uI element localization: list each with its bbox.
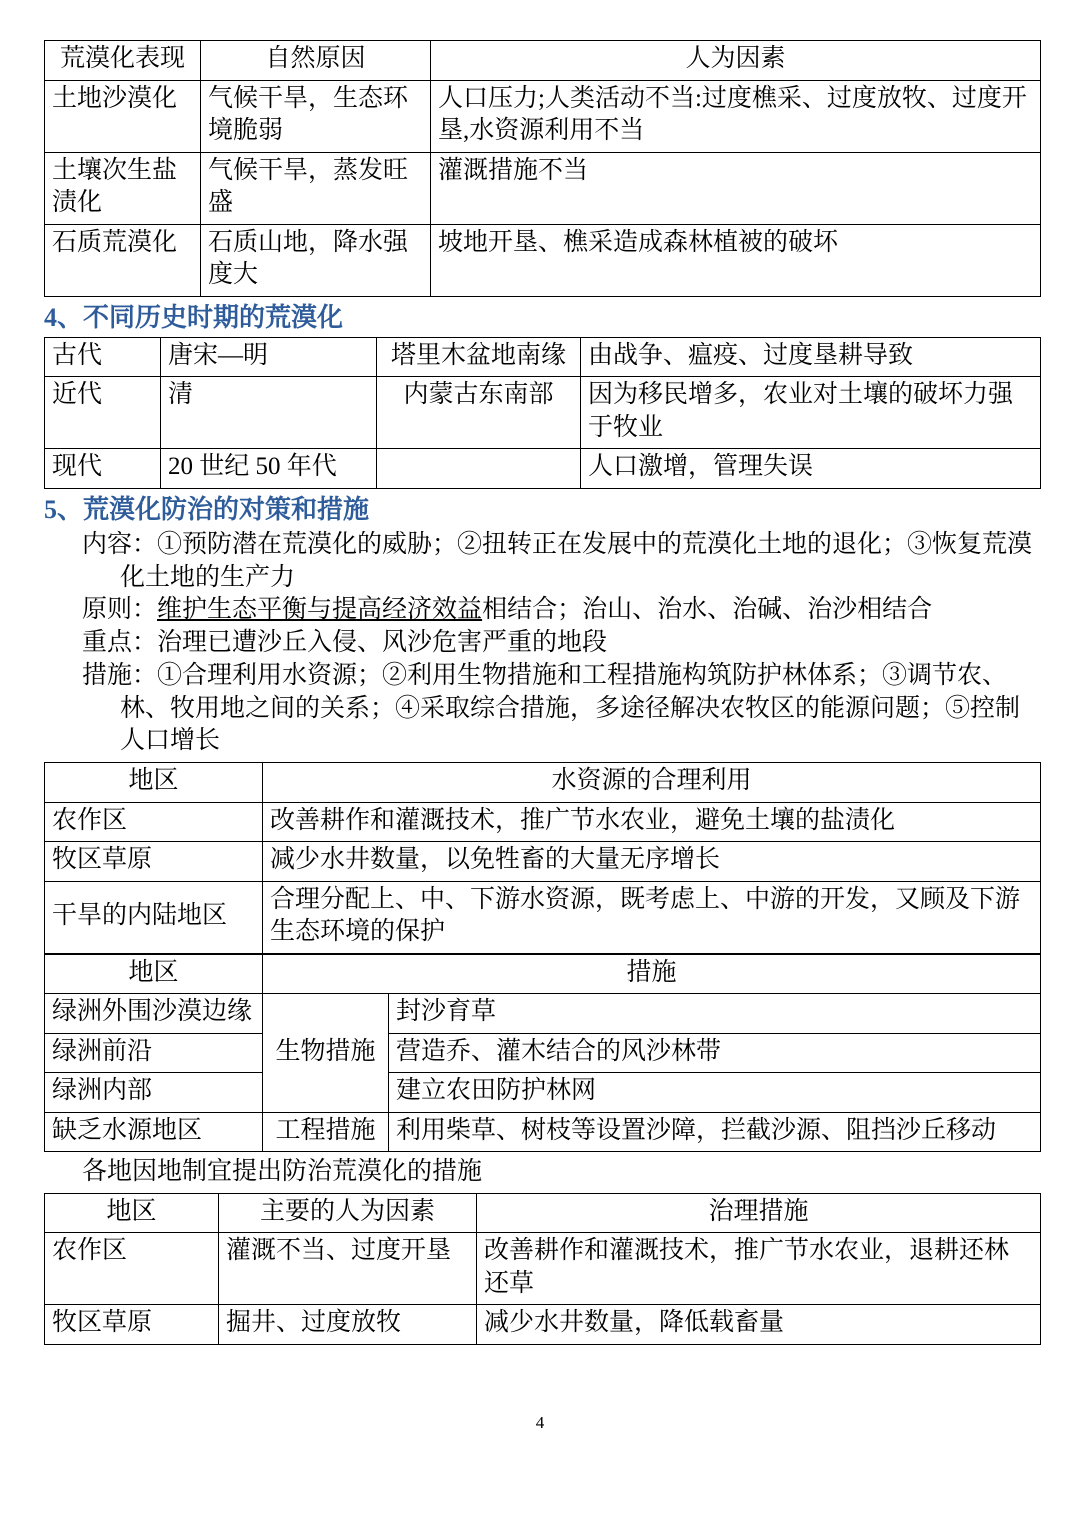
text-content: ①预防潜在荒漠化的威胁；②扭转正在发展中的荒漠化土地的退化；③恢复荒漠化土地的生产力 bbox=[120, 530, 1033, 591]
cell-treatment: 改善耕作和灌溉技术，推广节水农业，退耕还林还草 bbox=[477, 1233, 1041, 1305]
cell-dynasty: 唐宋—明 bbox=[161, 337, 377, 377]
cell-cause: 因为移民增多，农业对土壤的破坏力强于牧业 bbox=[581, 377, 1041, 449]
section-heading-4: 4、不同历史时期的荒漠化 bbox=[44, 302, 344, 332]
column-header-human-factor: 主要的人为因素 bbox=[219, 1193, 477, 1233]
cell-region: 绿洲外围沙漠边缘 bbox=[45, 994, 263, 1034]
cell-region: 干旱的内陆地区 bbox=[45, 881, 263, 953]
cell-natural-cause: 气候干旱，蒸发旺盛 bbox=[201, 152, 431, 224]
table-historical-desertification bbox=[44, 337, 1041, 489]
table-row bbox=[45, 881, 1041, 953]
paragraph-focus bbox=[44, 627, 1040, 660]
cell-measure-detail: 封沙育草 bbox=[389, 994, 1041, 1034]
cell-cause: 由战争、瘟疫、过度垦耕导致 bbox=[581, 337, 1041, 377]
cell-region: 绿洲前沿 bbox=[45, 1033, 263, 1073]
cell-human-factor: 掘井、过度放牧 bbox=[219, 1305, 477, 1345]
cell-era: 现代 bbox=[45, 449, 161, 489]
cell-manifestation: 石质荒漠化 bbox=[45, 224, 201, 296]
text-measures: ①合理利用水资源；②利用生物措施和工程措施构筑防护林体系；③调节农、林、牧用地之间的关系；④采取综合措施，多途径解决农牧区的能源问题；⑤控制人口增长 bbox=[120, 661, 1021, 755]
table-row bbox=[45, 80, 1041, 152]
cell-era: 近代 bbox=[45, 377, 161, 449]
text-principle-tail: 相结合；治山、治水、治碱、治沙相结合 bbox=[482, 596, 933, 624]
table-row bbox=[45, 1073, 1041, 1113]
cell-manifestation: 土地沙漠化 bbox=[45, 80, 201, 152]
cell-measure-detail: 建立农田防护林网 bbox=[389, 1073, 1041, 1113]
column-header-region: 地区 bbox=[45, 1193, 219, 1233]
table-row bbox=[45, 994, 1041, 1034]
column-header-human-factor: 人为因素 bbox=[431, 41, 1041, 81]
cell-manifestation: 土壤次生盐渍化 bbox=[45, 152, 201, 224]
column-header-water-use: 水资源的合理利用 bbox=[263, 763, 1041, 803]
table-header-row bbox=[45, 41, 1041, 81]
cell-dynasty: 清 bbox=[161, 377, 377, 449]
cell-region: 牧区草原 bbox=[45, 1305, 219, 1345]
table-row bbox=[45, 842, 1041, 882]
table-row bbox=[45, 1233, 1041, 1305]
cell-region: 农作区 bbox=[45, 1233, 219, 1305]
table-row bbox=[45, 1033, 1041, 1073]
column-header-region: 地区 bbox=[45, 954, 263, 994]
paragraph-principle bbox=[44, 594, 1040, 627]
caption-local-measures: 各地因地制宜提出防治荒漠化的措施 bbox=[82, 1158, 483, 1186]
page-number: 4 bbox=[535, 1413, 545, 1432]
table-header-row bbox=[45, 763, 1041, 803]
cell-natural-cause: 气候干旱，生态环境脆弱 bbox=[201, 80, 431, 152]
cell-measure: 改善耕作和灌溉技术，推广节水农业，避免土壤的盐渍化 bbox=[263, 802, 1041, 842]
table-row bbox=[45, 1305, 1041, 1345]
table-local-measures bbox=[44, 1193, 1041, 1345]
cell-biological-measures: 生物措施 bbox=[263, 994, 389, 1113]
column-header-manifestation: 荒漠化表现 bbox=[45, 41, 201, 81]
table-water-resource-use bbox=[44, 762, 1041, 954]
table-row bbox=[45, 337, 1041, 377]
paragraph-content bbox=[44, 529, 1040, 595]
label-principle: 原则： bbox=[82, 596, 158, 624]
column-header-region: 地区 bbox=[45, 763, 263, 803]
cell-region: 塔里木盆地南缘 bbox=[377, 337, 581, 377]
label-content: 内容： bbox=[82, 530, 158, 558]
cell-region: 绿洲内部 bbox=[45, 1073, 263, 1113]
table-protection-measures bbox=[44, 954, 1041, 1153]
table-row bbox=[45, 1112, 1041, 1152]
table-row bbox=[45, 152, 1041, 224]
text-focus: 治理已遭沙丘入侵、风沙危害严重的地段 bbox=[157, 629, 608, 657]
cell-measure: 合理分配上、中、下游水资源，既考虑上、中游的开发，又顾及下游生态环境的保护 bbox=[263, 881, 1041, 953]
table-desertification-causes bbox=[44, 40, 1041, 297]
cell-measure: 减少水井数量，以免牲畜的大量无序增长 bbox=[263, 842, 1041, 882]
table-row bbox=[45, 449, 1041, 489]
underlined-principle-2: 提高经济效益 bbox=[332, 596, 483, 624]
cell-region bbox=[377, 449, 581, 489]
table-row bbox=[45, 224, 1041, 296]
cell-dynasty: 20 世纪 50 年代 bbox=[161, 449, 377, 489]
cell-natural-cause: 石质山地，降水强度大 bbox=[201, 224, 431, 296]
underlined-principle-1: 维护生态平衡 bbox=[157, 596, 308, 624]
cell-region: 内蒙古东南部 bbox=[377, 377, 581, 449]
section-heading-5: 5、荒漠化防治的对策和措施 bbox=[44, 494, 370, 524]
column-header-measure: 措施 bbox=[263, 954, 1041, 994]
table-header-row bbox=[45, 1193, 1041, 1233]
table-row bbox=[45, 802, 1041, 842]
cell-human-factor: 灌溉措施不当 bbox=[431, 152, 1041, 224]
cell-human-factor: 灌溉不当、过度开垦 bbox=[219, 1233, 477, 1305]
table-row bbox=[45, 377, 1041, 449]
cell-treatment: 减少水井数量，降低载畜量 bbox=[477, 1305, 1041, 1345]
label-measures: 措施： bbox=[82, 661, 158, 689]
column-header-natural-cause: 自然原因 bbox=[201, 41, 431, 81]
cell-era: 古代 bbox=[45, 337, 161, 377]
cell-human-factor: 坡地开垦、樵采造成森林植被的破坏 bbox=[431, 224, 1041, 296]
label-focus: 重点： bbox=[82, 629, 158, 657]
cell-measure-detail: 利用柴草、树枝等设置沙障，拦截沙源、阻挡沙丘移动 bbox=[389, 1112, 1041, 1152]
cell-region: 牧区草原 bbox=[45, 842, 263, 882]
column-header-treatment: 治理措施 bbox=[477, 1193, 1041, 1233]
cell-engineering-measures: 工程措施 bbox=[263, 1112, 389, 1152]
table-header-row bbox=[45, 954, 1041, 994]
paragraph-measures bbox=[44, 660, 1040, 758]
cell-cause: 人口激增，管理失误 bbox=[581, 449, 1041, 489]
cell-region: 农作区 bbox=[45, 802, 263, 842]
cell-human-factor: 人口压力;人类活动不当:过度樵采、过度放牧、过度开垦,水资源利用不当 bbox=[431, 80, 1041, 152]
cell-measure-detail: 营造乔、灌木结合的风沙林带 bbox=[389, 1033, 1041, 1073]
principle-connector: 与 bbox=[307, 596, 333, 624]
cell-region: 缺乏水源地区 bbox=[45, 1112, 263, 1152]
